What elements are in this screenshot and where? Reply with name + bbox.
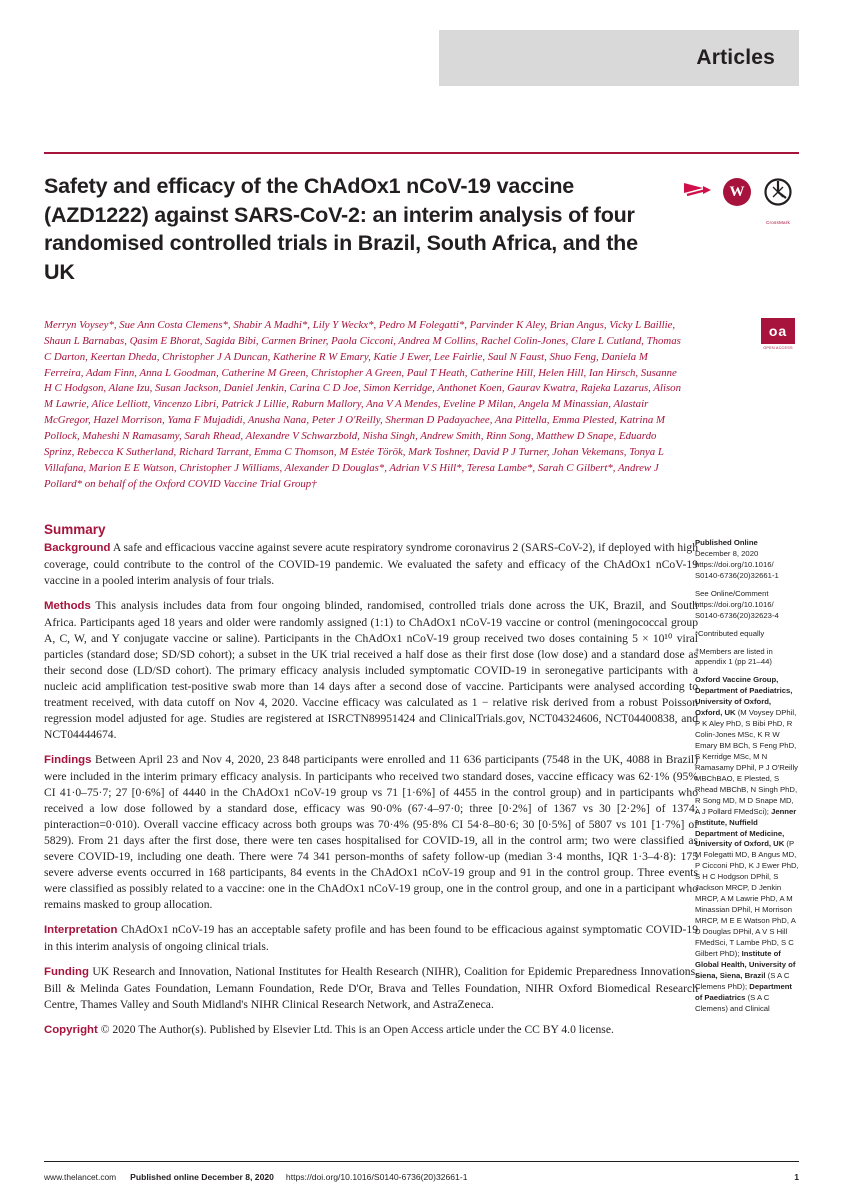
summary-label-background: Background <box>44 542 111 554</box>
rail-affiliation-1-name: Oxford Vaccine Group, Department of Paediatrics, University of Oxford, Oxford, UK <box>695 675 793 718</box>
footer-site[interactable]: www.thelancet.com <box>44 1172 117 1182</box>
summary-section-funding <box>44 964 698 1013</box>
summary-label-findings: Findings <box>44 754 92 767</box>
footer-doi[interactable]: https://doi.org/10.1016/S0140-6736(20)32661-1 <box>285 1172 468 1182</box>
summary-section-methods <box>44 598 698 743</box>
bottom-rule <box>44 1161 799 1162</box>
top-rule <box>44 152 799 154</box>
crossmark-label: CrossMark <box>765 220 790 225</box>
rail-published-date: December 8, 2020 <box>695 548 759 558</box>
rail-published <box>695 538 799 582</box>
rail-doi-1[interactable]: https://doi.org/10.1016/ <box>695 559 774 569</box>
w-circle-icon: W <box>723 178 751 206</box>
oa-caption: OPEN ACCESS <box>763 345 793 350</box>
red-arrow-icon <box>683 178 713 204</box>
author-list: Merryn Voysey*, Sue Ann Costa Clemens*, Shabir A Madhi*, Lily Y Weckx*, Pedro M Folegatti*, Parvinder K Aley, Brian Angus, Vicky L Baillie, Shaun L Barnabas, Qasim E Bhorat, Sagida Bibi, Carmen Briner, Paola Cicconi, Andrea M Collins, Rachel Colin-Jones, Clare L Cutland, Thomas C Darton, Keertan Dheda, Christopher J A Duncan, Katherine R W Emary, Katie J Ewer, Lee Fairlie, Saul N Faust, Shuo Feng, Daniela M Ferreira, Adam Finn, Anna L Goodman, Catherine M Green, Christopher A Green, Paul T Heath, Catherine Hill, Helen Hill, Ian Hirsch, Susanne H C Hodgson, Alane Izu, Susan Jackson, Daniel Jenkin, Carina C D Joe, Simon Kerridge, Anthonet Koen, Gaurav Kwatra, Rajeka Lazarus, Alison M Lawrie, Alice Lelliott, Vincenzo Libri, Patrick J Lillie, Raburn Mallory, Ana V A Mendes, Eveline P Milan, Angela M Minassian, Alastair McGregor, Hazel Morrison, Yama F Mujadidi, Anusha Nana, Peter J O'Reilly, Sherman D Padayachee, Ana Pittella, Emma Plested, Katrina M Pollock, Maheshi N Ramasamy, Sarah Rhead, Alexandre V Schwarzbold, Nisha Singh, Andrew Smith, Rinn Song, Matthew D Snape, Eduardo Sprinz, Rebecca K Sutherland, Richard Tarrant, Emma C Thomson, M Estée Török, Mark Toshner, David P J Turner, Johan Vekemans, Tonya L Villafana, Marion E E Watson, Christopher J Williams, Alexander D Douglas*, Adrian V S Hill*, Teresa Lambe*, Sarah C Gilbert*, Andrew J Pollard* on behalf of the Oxford COVID Vaccine Trial Group† <box>44 319 681 490</box>
rail-published-online: Published Online <box>695 538 758 547</box>
summary-label-methods: Methods <box>44 599 91 612</box>
summary-text-interpretation: ChAdOx1 nCoV-19 has an acceptable safety profile and has been found to be efficacious against symptomatic COVID-19 in this interim analysis of ongoing clinical trials. <box>44 923 698 954</box>
rail-affiliation-3-name: Institute of Global Health, University of Siena, Siena, Brazil <box>695 948 796 980</box>
summary-heading: Summary <box>44 522 106 537</box>
side-rail <box>695 538 799 1021</box>
footer-published: Published online December 8, 2020 <box>130 1172 274 1182</box>
summary-section-findings <box>44 752 698 913</box>
summary-section-copyright <box>44 1022 698 1039</box>
summary-text-methods: This analysis includes data from four ongoing blinded, randomised, controlled trials done across the UK, Brazil, and South Africa. Participants aged 18 years and older were randomly assigned (1:1) to ChAdOx1 nCoV-19 vaccine or control (meningococcal group A, C, W, and Y conjugate vaccine or saline). Participants in the ChAdOx1 nCoV-19 group received two doses containing 5 × 10¹⁰ viral particles (standard dose; SD/SD cohort); a subset in the UK trial received a half dose as their first dose (low dose) and a standard dose as their second dose (LD/SD cohort). The primary efficacy analysis included symptomatic COVID-19 in seronegative participants with a nucleic acid amplification test-positive swab more than 14 days after a second dose of vaccine. Participants were analysed according to treatment received, with data cutoff on Nov 4, 2020. Vaccine efficacy was calculated as 1 − relative risk derived from a robust Poisson regression model adjusted for age. Studies are registered at ISRCTN89951424 and ClinicalTrials.gov, NCT04324606, NCT04400838, and NCT04444674. <box>44 598 698 742</box>
summary-text-findings: Between April 23 and Nov 4, 2020, 23 848 participants were enrolled and 11 636 participants (7548 in the UK, 4088 in Brazil) were included in the interim primary efficacy analysis. In participants who received two standard doses, vaccine efficacy was 62·1% (95% CI 41·0–75·7; 27 [0·6%] of 4440 in the ChAdOx1 nCoV-19 group vs 71 [1·6%] of 4455 in the control group) and in participants who received a low dose followed by a standard dose, efficacy was 90·0% (67·4–97·0; three [0·2%] of 1367 vs 30 [2·2%] of 1374; pinteraction=0·010). Overall vaccine efficacy across both groups was 70·4% (95·8% CI 54·8–80·6; 30 [0·5%] of 5807 vs 101 [1·7%] of 5829). From 21 days after the first dose, there were ten cases hospitalised for COVID-19, all in the control arm; two were classified as severe COVID-19, including one death. There were 74 341 person-months of safety follow-up (median 3·4 months, IQR 1·3–4·8): 175 severe adverse events occurred in 168 participants, 84 events in the ChAdOx1 nCoV-19 group and 91 in the control group. Three events were classified as possibly related to a vaccine: one in the ChAdOx1 nCoV-19 group, one in the control group, and one in a participant who remains masked to group allocation. <box>44 753 698 912</box>
section-label: Articles <box>696 46 775 69</box>
rail-affiliation-4-name: Department of Paediatrics <box>695 981 792 1002</box>
rail-affiliation-3-people: (S A C Clemens PhD); <box>695 970 790 991</box>
crossmark-badge[interactable] <box>761 178 795 229</box>
oa-text: oa <box>761 318 795 344</box>
summary-label-copyright: Copyright <box>44 1024 98 1037</box>
summary-label-interpretation: Interpretation <box>44 924 118 937</box>
page-title: Safety and efficacy of the ChAdOx1 nCoV-19 vaccine (AZD1222) against SARS-CoV-2: an interim analysis of four randomised controlled trials in Brazil, South Africa, and the UK <box>44 174 638 284</box>
summary-body <box>44 540 698 1048</box>
rail-contributed: *Contributed equally <box>695 628 765 638</box>
rail-comment <box>695 589 799 622</box>
summary-text-funding: UK Research and Innovation, National Institutes for Health Research (NIHR), Coalition for Epidemic Preparedness Innovations, Bill & Melinda Gates Foundation, Lemann Foundation, Rede D'Or, Brava and Telles Foundation, NIHR Oxford Biomedical Research Centre, Thames Valley and South Midland's NIHR Clinical Research Network, and AstraZeneca. <box>44 965 698 1011</box>
summary-text-background: A safe and efficacious vaccine against severe acute respiratory syndrome coronavirus 2 (SARS-CoV-2), if deployed with high coverage, could contribute to the control of the COVID-19 pandemic. We evaluated the safety and efficacy of the ChAdOx1 nCoV-19 vaccine in a pooled interim analysis of four trials. <box>44 541 698 587</box>
open-access-badge <box>761 318 795 350</box>
article-marks <box>683 178 795 229</box>
summary-section-interpretation <box>44 922 698 955</box>
rail-doi-1b[interactable]: S0140-6736(20)32661-1 <box>695 570 779 580</box>
rail-doi-2b[interactable]: S0140-6736(20)32623-4 <box>695 610 779 620</box>
rail-affiliation-4-people: (S A C Clemens) and Clinical <box>695 992 770 1013</box>
section-header-bar <box>439 30 799 86</box>
rail-see-comment[interactable]: See Online/Comment <box>695 588 769 598</box>
rail-affiliation-2-name: Jenner Institute, Nuffield Department of Medicine, University of Oxford, UK <box>695 806 797 849</box>
footer-page-number: 1 <box>794 1172 799 1182</box>
page-footer <box>44 1172 799 1182</box>
rail-doi-2[interactable]: https://doi.org/10.1016/ <box>695 599 774 609</box>
rail-members-note: †Members are listed in appendix 1 (pp 21–44) <box>695 646 773 667</box>
crossmark-icon <box>764 193 792 210</box>
summary-section-background <box>44 540 698 589</box>
rail-affiliation-1-people: (M Voysey DPhil, P K Aley PhD, S Bibi PhD, R Colin-Jones MSc, K R W Emary BM BCh, S Feng PhD, S Kerridge MSc, M N Ramasamy DPhil, P J O'Reilly MBChBAO, E Plested, S Rhead MBChB, N Singh PhD, R Song MD, M D Snape MD, A J Pollard FMedSci); <box>695 708 798 816</box>
rail-affiliation-2-people: (P M Folegatti MD, B Angus MD, P Cicconi PhD, K J Ewer PhD, S H C Hodgson DPhil, S Jackson MRCP, D Jenkin MRCP, A M Lawrie PhD, A M Minassian DPhil, H Morrison MRCP, M E E Watson PhD, A D Douglas DPhil, A V S Hill FMedSci, T Lambe PhD, S C Gilbert PhD); <box>695 839 799 958</box>
rail-affiliation-1 <box>695 675 799 1014</box>
summary-label-funding: Funding <box>44 966 89 979</box>
title-block <box>44 172 654 286</box>
summary-text-copyright: © 2020 The Author(s). Published by Elsevier Ltd. This is an Open Access article under the CC BY 4.0 license. <box>100 1023 614 1037</box>
